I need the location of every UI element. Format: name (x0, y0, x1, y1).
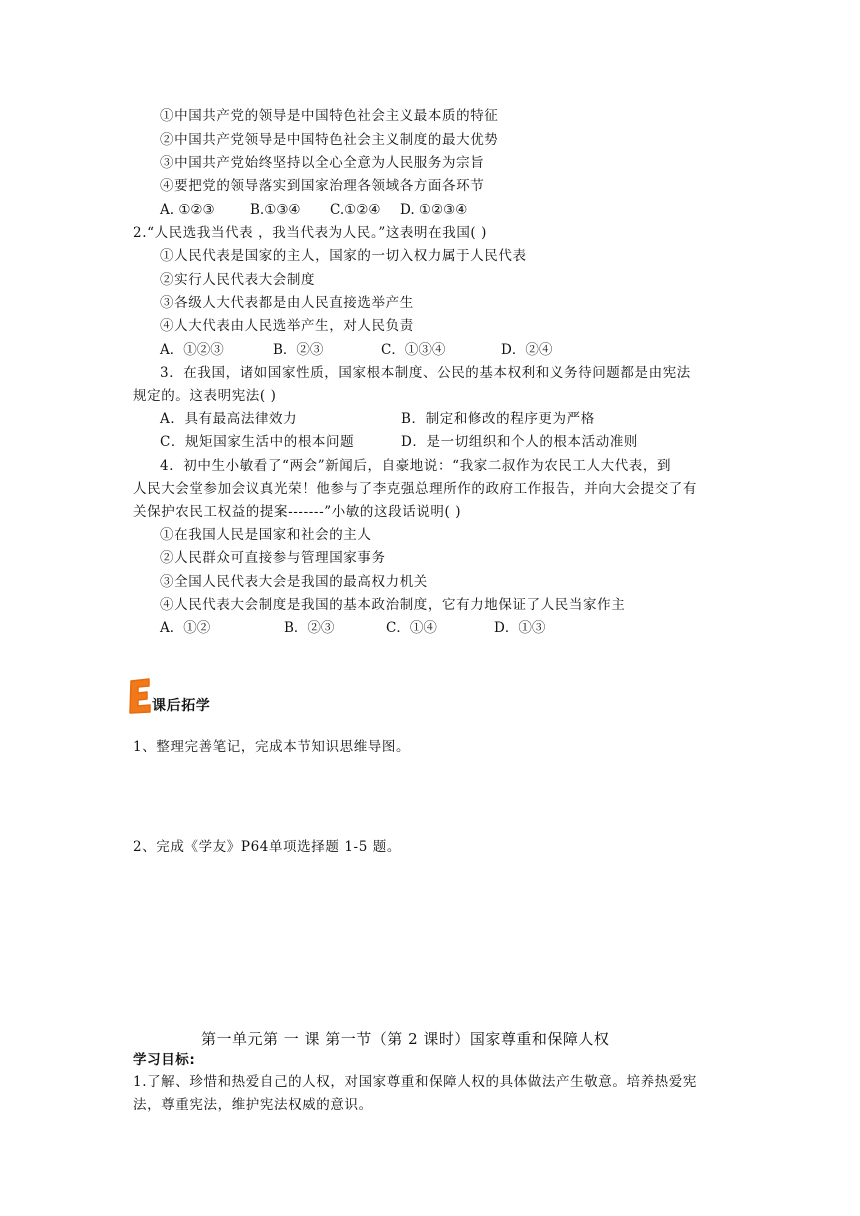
q1-option-c: C.①②④ (330, 202, 381, 218)
q3-stem-line-2: 规定的。这表明宪法( ) (133, 388, 277, 404)
q2-option-d: D．②④ (501, 342, 553, 358)
q2-option-c: C．①③④ (381, 342, 446, 358)
q3-stem-line-1: 3．在我国，诸如国家性质，国家根本制度、公民的基本权利和义务待问题都是由宪法 (160, 365, 691, 381)
q2-item-1: ①人民代表是国家的主人，国家的一切入权力属于人民代表 (160, 248, 527, 264)
q1-item-1: ①中国共产党的领导是中国特色社会主义最本质的特征 (160, 108, 499, 124)
q4-item-3: ③全国人民代表大会是我国的最高权力机关 (160, 574, 428, 590)
section-title: 课后拓学 (152, 698, 211, 714)
q2-item-3: ③各级人大代表都是由人民直接选举产生 (160, 295, 414, 311)
q1-option-b: B.①③④ (250, 202, 301, 218)
task-1: 1、整理完善笔记，完成本节知识思维导图。 (133, 739, 411, 755)
q4-stem-line-3: 关保护农民工权益的提案-------”小敏的这段话说明( ) (133, 504, 462, 520)
q2-option-b: B．②③ (273, 342, 324, 358)
q4-item-1: ①在我国人民是国家和社会的主人 (160, 527, 372, 543)
q4-option-d: D．①③ (494, 620, 546, 636)
q4-option-b: B．②③ (284, 620, 335, 636)
q1-option-a: A. ①②③ (160, 202, 215, 218)
q4-option-a: A．①② (160, 620, 211, 636)
q2-option-a: A．①②③ (160, 342, 224, 358)
q4-stem-line-1: 4．初中生小敏看了“两会”新闻后，自豪地说：“我家二叔作为农民工人大代表，到 (160, 458, 672, 474)
q1-option-d: D. ①②③④ (400, 202, 468, 218)
objective-1-line-2: 法，尊重宪法，维护宪法权威的意识。 (133, 1097, 373, 1113)
objective-1-line-1: 1.了解、珍惜和热爱自己的人权，对国家尊重和保障人权的具体做法产生敬意。培养热爱宪 (133, 1074, 697, 1090)
q1-item-3: ③中国共产党始终坚持以全心全意为人民服务为宗旨 (160, 155, 485, 171)
q3-option-a: A．具有最高法律效力 (160, 411, 298, 427)
q4-option-c: C．①④ (386, 620, 437, 636)
q4-item-2: ②人民群众可直接参与管理国家事务 (160, 550, 386, 566)
task-2: 2、完成《学友》P64单项选择题 1-5 题。 (133, 839, 401, 855)
section-e-logo-icon (127, 678, 153, 714)
q3-option-d: D．是一切组织和个人的根本活动准则 (401, 434, 639, 450)
q2-stem: 2.“人民选我当代表 ，我当代表为人民。”这表明在我国( ) (133, 225, 488, 241)
q3-option-b: B．制定和修改的程序更为严格 (401, 411, 595, 427)
objectives-label: 学习目标: (133, 1052, 196, 1068)
q1-item-2: ②中国共产党领导是中国特色社会主义制度的最大优势 (160, 132, 499, 148)
q1-item-4: ④要把党的领导落实到国家治理各领域各方面各环节 (160, 178, 485, 194)
lesson-title: 第一单元第 一 课 第一节（第 2 课时）国家尊重和保障人权 (201, 1030, 610, 1048)
q4-stem-line-2: 人民大会堂参加会议真光荣！他参与了李克强总理所作的政府工作报告，并向大会提交了有 (133, 481, 697, 497)
q3-option-c: C．规矩国家生活中的根本问题 (160, 434, 355, 450)
q2-item-4: ④人大代表由人民选举产生，对人民负责 (160, 318, 414, 334)
q4-item-4: ④人民代表大会制度是我国的基本政治制度，它有力地保证了人民当家作主 (160, 597, 626, 613)
q2-item-2: ②实行人民代表大会制度 (160, 272, 316, 288)
